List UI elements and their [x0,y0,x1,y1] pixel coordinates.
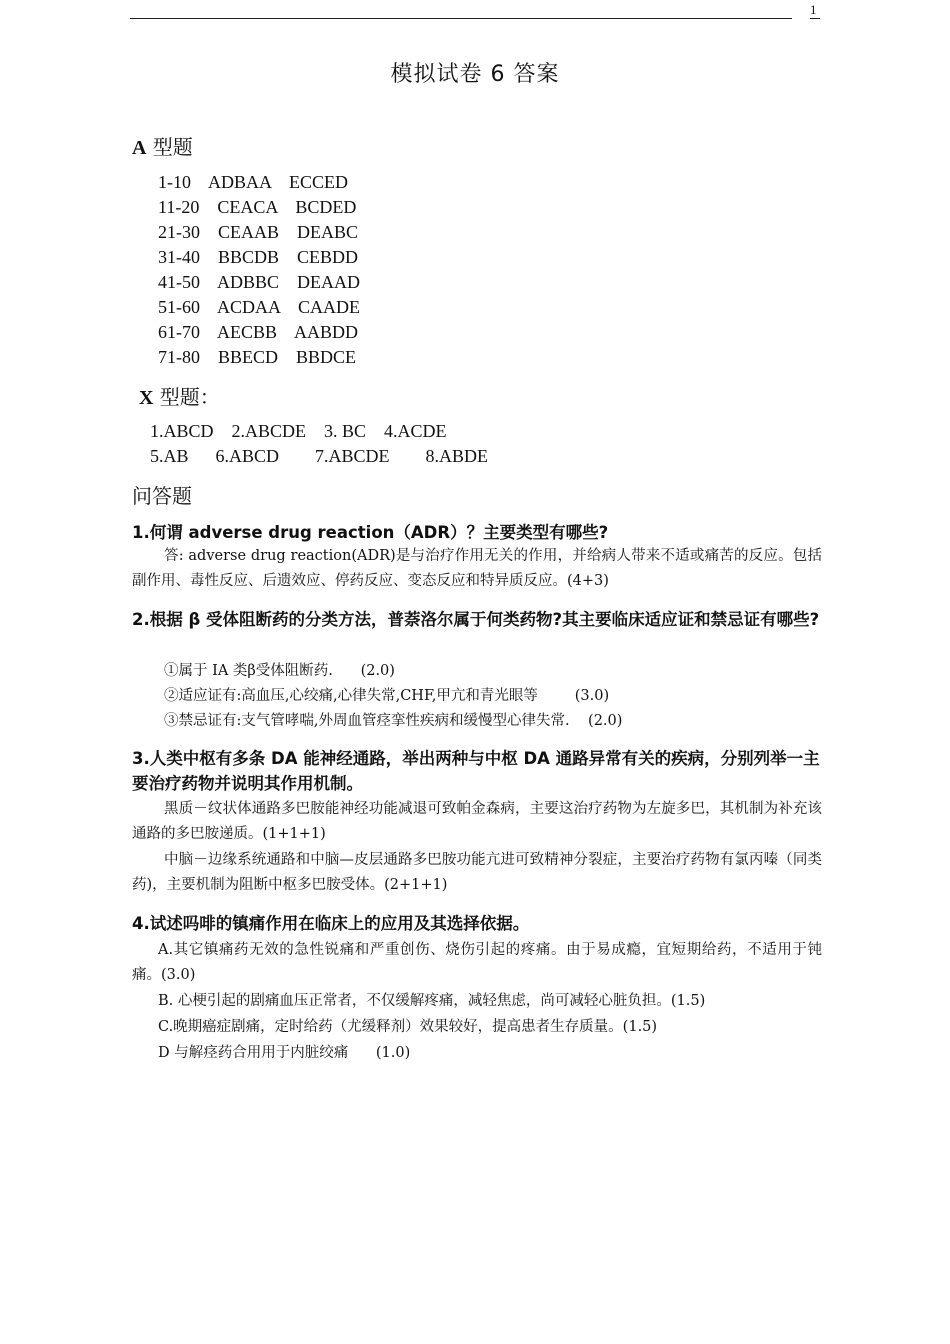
answer-row: 21-30 CEAAB DEABC [158,222,359,242]
answer-row: 71-80 BBECD BBDCE [158,347,357,367]
answer-4-item-b: B. 心梗引起的剧痛血压正常者，不仅缓解疼痛，减轻焦虑，尚可减轻心脏负担。(1.5) [158,993,706,1009]
answer-row: 1-10 ADBAA ECCED [158,172,349,192]
answer-1: 答: adverse drug reaction(ADR)是与治疗作用无关的作用，并给病人带来不适或痛苦的反应。包括副作用、毒性反应、后遗效应、停药反应、变态反应和特异质反应。(4+3) [132,548,822,589]
header-rule [130,18,792,19]
answer-4-item-c: C.晚期癌症剧痛，定时给药（尤缓释剂）效果较好，提高患者生存质量。(1.5) [158,1019,658,1035]
qa-heading: 问答题 [132,484,192,508]
answer-3-para-1: 黑质－纹状体通路多巴胺能神经功能减退可致帕金森病，主要这治疗药物为左旋多巴，其机制为补充该通路的多巴胺递质。(1+1+1) [132,801,822,842]
answer-4-item-d: D 与解痉药合用用于内脏绞痛 (1.0) [158,1045,411,1061]
section-x-heading-text: 型题： [153,385,220,409]
section-x-letter: X [139,387,154,409]
section-a-heading [132,131,193,160]
x-answer-row: 1.ABCD 2.ABCDE 3. BC 4.ACDE [150,421,447,441]
answer-2-item-1: ①属于 IA 类β受体阻断药. (2.0) [164,663,395,679]
answer-3-para-2: 中脑－边缘系统通路和中脑—皮层通路多巴胺功能亢进可致精神分裂症，主要治疗药物有氯丙嗪（同类药)，主要机制为阻断中枢多巴胺受体。(2+1+1) [132,852,822,893]
question-1: 1.何谓 adverse drug reaction（ADR）？主要类型有哪些? [132,523,609,542]
answer-row: 31-40 BBCDB CEBDD [158,247,359,267]
x-answer-row: 5.AB 6.ABCD 7.ABCDE 8.ABDE [150,446,489,466]
answer-2-item-2: ②适应证有:高血压,心绞痛,心律失常,CHF,甲亢和青光眼等 (3.0) [164,688,610,704]
answer-row: 41-50 ADBBC DEAAD [158,272,361,292]
page-number: 1 [810,2,817,17]
answer-row: 11-20 CEACA BCDED [158,197,357,217]
question-3: 3.人类中枢有多条 DA 能神经通路，举出两种与中枢 DA 通路异常有关的疾病，分别列举一主要治疗药物并说明其作用机制。 [132,749,820,793]
section-a-heading-text: 型题 [146,135,193,159]
question-4: 4.试述吗啡的镇痛作用在临床上的应用及其选择依据。 [132,914,530,933]
page-number-rule [810,18,820,19]
answer-row: 61-70 AECBB AABDD [158,322,359,342]
section-a-letter: A [132,137,147,159]
answer-2-item-3: ③禁忌证有:支气管哮喘,外周血管痉挛性疾病和缓慢型心律失常. (2.0) [164,713,623,729]
page-title: 模拟试卷 6 答案 [390,62,560,87]
answer-row: 51-60 ACDAA CAADE [158,297,361,317]
section-x-heading [139,381,220,410]
question-2: 2.根据 β 受体阻断药的分类方法，普萘洛尔属于何类药物?其主要临床适应证和禁忌证有哪些? [132,610,820,629]
answer-4-item-a: A.其它镇痛药无效的急性锐痛和严重创伤、烧伤引起的疼痛。由于易成瘾，宜短期给药，不适用于钝痛。(3.0) [132,942,822,983]
